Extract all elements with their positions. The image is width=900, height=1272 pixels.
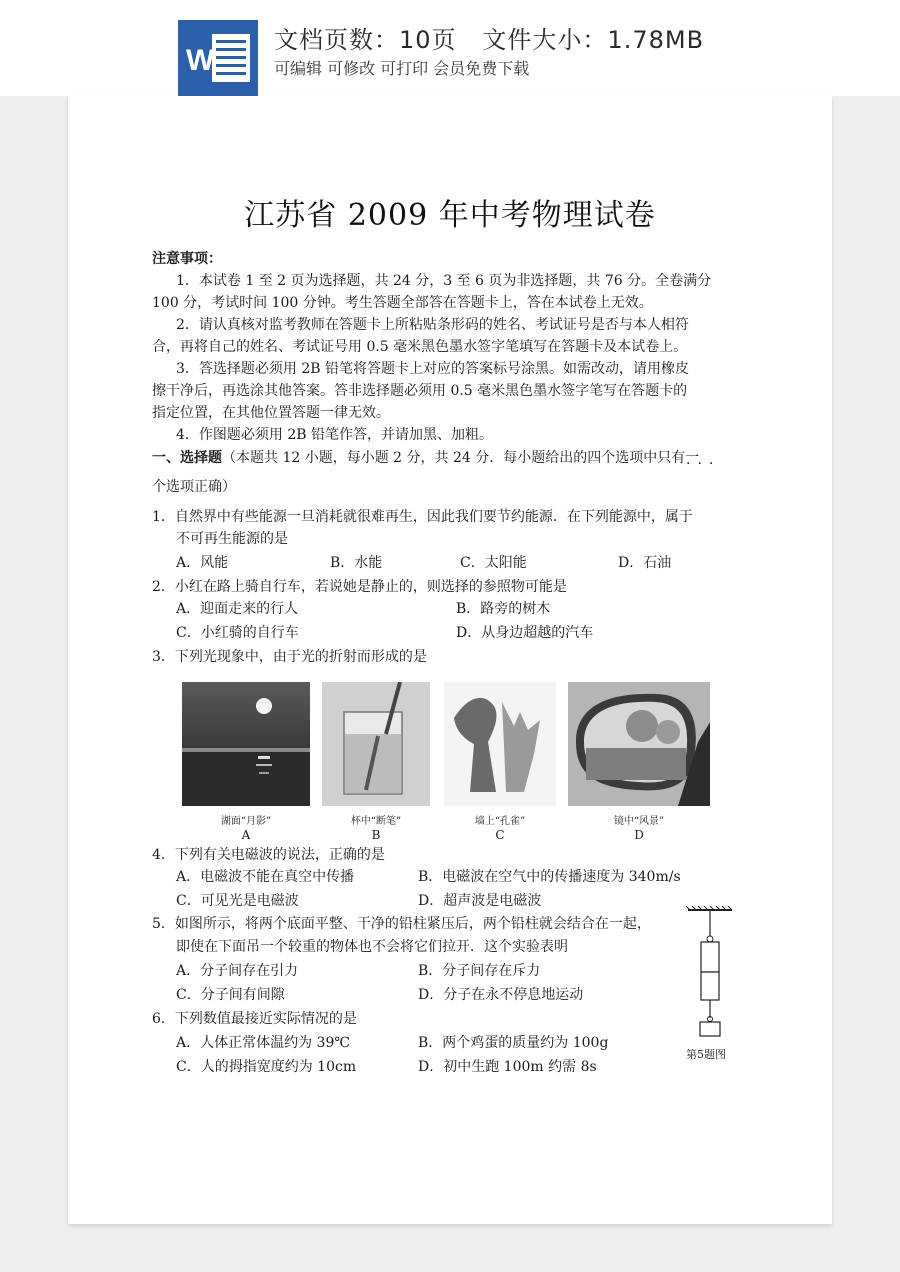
photo-caption-b: 杯中“断笔” (350, 816, 402, 827)
notice-line: 擦干净后，再选涂其他答案。答非选择题必须用 0.5 毫米黑色墨水签字笔写在答题卡的 (152, 383, 688, 399)
banner-title: 文档页数：10页 文件大小：1.78MB (274, 26, 705, 54)
notice-line: 2．请认真核对监考教师在答题卡上所粘贴条形码的姓名、考试证号是否与本人相符 (176, 317, 689, 333)
question-4-stem: 4．下列有关电磁波的说法，正确的是 (152, 847, 385, 863)
lead-cylinders-figure (684, 906, 736, 1040)
q6-option-c: C．人的拇指宽度约为 10cm (176, 1059, 357, 1075)
q6-option-d: D．初中生跑 100m 约需 8s (418, 1059, 597, 1075)
notice-line: 指定位置，在其他位置答题一律无效。 (152, 405, 390, 421)
question-6-stem: 6．下列数值最接近实际情况的是 (152, 1011, 357, 1027)
q2-option-c: C．小红骑的自行车 (176, 625, 299, 641)
q1-option-d: D．石油 (618, 555, 672, 571)
q4-option-d: D．超声波是电磁波 (418, 893, 542, 909)
q4-option-a: A．电磁波不能在真空中传播 (176, 869, 355, 885)
q2-option-d: D．从身边超越的汽车 (456, 625, 594, 641)
emphasis-dots: ··· (686, 456, 721, 472)
question-2-stem: 2．小红在路上骑自行车，若说她是静止的，则选择的参照物可能是 (152, 579, 567, 595)
notice-heading: 注意事项： (152, 251, 222, 267)
photo-caption-d: 镜中“风景” (613, 816, 665, 827)
question-3-stem: 3．下列光现象中，由于光的折射而形成的是 (152, 649, 427, 665)
question-1-stem-cont: 不可再生能源的是 (176, 531, 288, 547)
q1-option-a: A．风能 (176, 555, 229, 571)
section-heading (152, 449, 699, 467)
exam-title: 江苏省 2009 年中考物理试卷 (244, 198, 656, 233)
photo-glass-broken-pencil (322, 682, 430, 806)
q5-option-d: D．分子在永不停息地运动 (418, 987, 584, 1003)
question-5-stem: 5．如图所示，将两个底面平整、干净的铅柱紧压后，两个铅柱就会结合在一起， (152, 916, 651, 932)
q5-option-c: C．分子间有间隙 (176, 987, 285, 1003)
q4-option-c: C．可见光是电磁波 (176, 893, 299, 909)
q2-option-a: A．迎面走来的行人 (176, 601, 299, 617)
q6-option-b: B．两个鸡蛋的质量约为 100g (418, 1035, 609, 1051)
photo-car-mirror-scenery (568, 682, 710, 806)
q1-option-b: B．水能 (330, 555, 383, 571)
word-document-icon (178, 20, 258, 96)
photo-letter-d: D (634, 828, 644, 842)
photo-caption-c: 墙上“孔雀” (474, 816, 526, 827)
notice-line: 合，再将自己的姓名、考试证号用 0.5 毫米黑色墨水签字笔填写在答题卡及本试卷上。 (152, 339, 688, 355)
notice-line: 4．作图题必须用 2B 铅笔作答，并请加黑、加粗。 (176, 427, 494, 443)
photo-caption-a: 湖面“月影” (220, 816, 272, 827)
q5-option-a: A．分子间存在引力 (176, 963, 299, 979)
notice-line: 100 分，考试时间 100 分钟。考生答题全部答在答题卡上，答在本试卷上无效。 (152, 295, 653, 311)
photo-letter-c: C (495, 828, 505, 842)
figure-5-caption: 第5题图 (686, 1048, 726, 1061)
banner-subtitle: 可编辑 可修改 可打印 会员免费下载 (274, 59, 530, 78)
section-title: 一、选择题 (152, 450, 222, 466)
question-1-stem: 1．自然界中有些能源一旦消耗就很难再生，因此我们要节约能源．在下列能源中，属于 (152, 509, 693, 525)
photo-letter-a: A (241, 828, 251, 842)
question-5-stem-cont: 即使在下面吊一个较重的物体也不会将它们拉开．这个实验表明 (176, 939, 568, 955)
photo-letter-b: B (371, 828, 381, 842)
section-instructions: （本题共 12 小题，每小题 2 分，共 24 分．每小题给出的四个选项中只有一 (222, 450, 700, 466)
q5-option-b: B．分子间存在斥力 (418, 963, 541, 979)
photo-hand-shadow-peacock (444, 682, 556, 806)
q1-option-c: C．太阳能 (460, 555, 527, 571)
word-icon-letter: W (186, 44, 215, 77)
notice-line: 3．答选择题必须用 2B 铅笔将答题卡上对应的答案标号涂黑。如需改动，请用橡皮 (176, 361, 690, 377)
q4-option-b: B．电磁波在空气中的传播速度为 340m/s (418, 869, 681, 885)
q6-option-a: A．人体正常体温约为 39℃ (176, 1035, 351, 1051)
q2-option-b: B．路旁的树木 (456, 601, 551, 617)
section-instructions-cont: 个选项正确） (152, 479, 236, 495)
photo-lake-moon-reflection (182, 682, 310, 806)
notice-line: 1．本试卷 1 至 2 页为选择题，共 24 分，3 至 6 页为非选择题，共 76 分。全卷满分 (176, 273, 712, 289)
download-banner (0, 0, 900, 96)
